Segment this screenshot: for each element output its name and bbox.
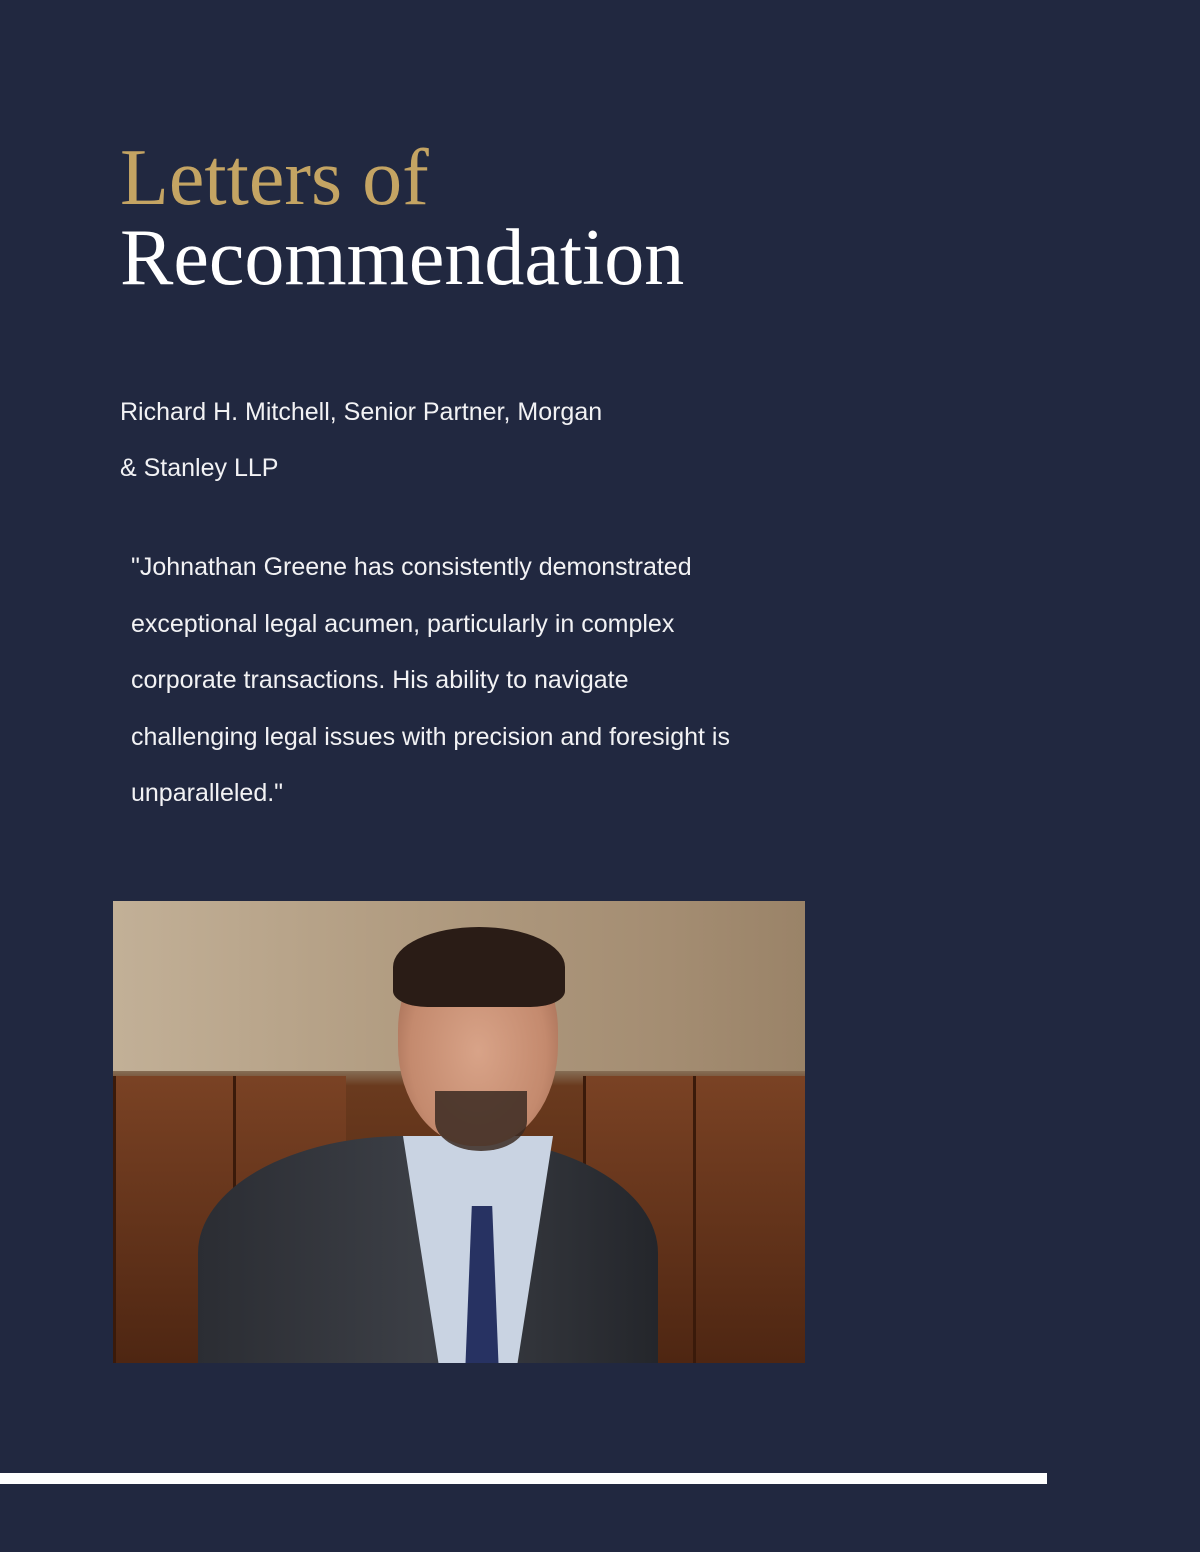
portrait-photo <box>113 901 805 1363</box>
recommendation-quote <box>131 539 730 822</box>
portrait-hair <box>393 927 565 1007</box>
portrait-beard <box>435 1091 527 1151</box>
page-title <box>120 134 685 302</box>
title-line-letters-of: Letters of <box>120 134 429 222</box>
quote-line: corporate transactions. His ability to navigate <box>131 666 629 694</box>
quote-line: challenging legal issues with precision and foresight is <box>131 722 730 751</box>
footer-divider <box>0 1473 1047 1484</box>
recommender-attribution <box>120 384 680 496</box>
attribution-line: Richard H. Mitchell, Senior Partner, Morgan <box>120 398 603 426</box>
quote-line: "Johnathan Greene has consistently demonstrated <box>131 553 692 581</box>
quote-line: unparalleled." <box>131 779 284 807</box>
wood-panel <box>693 1076 805 1363</box>
attribution-line: & Stanley LLP <box>120 454 279 482</box>
quote-line: exceptional legal acumen, particularly in complex <box>131 609 675 638</box>
title-line-recommendation: Recommendation <box>120 214 685 302</box>
